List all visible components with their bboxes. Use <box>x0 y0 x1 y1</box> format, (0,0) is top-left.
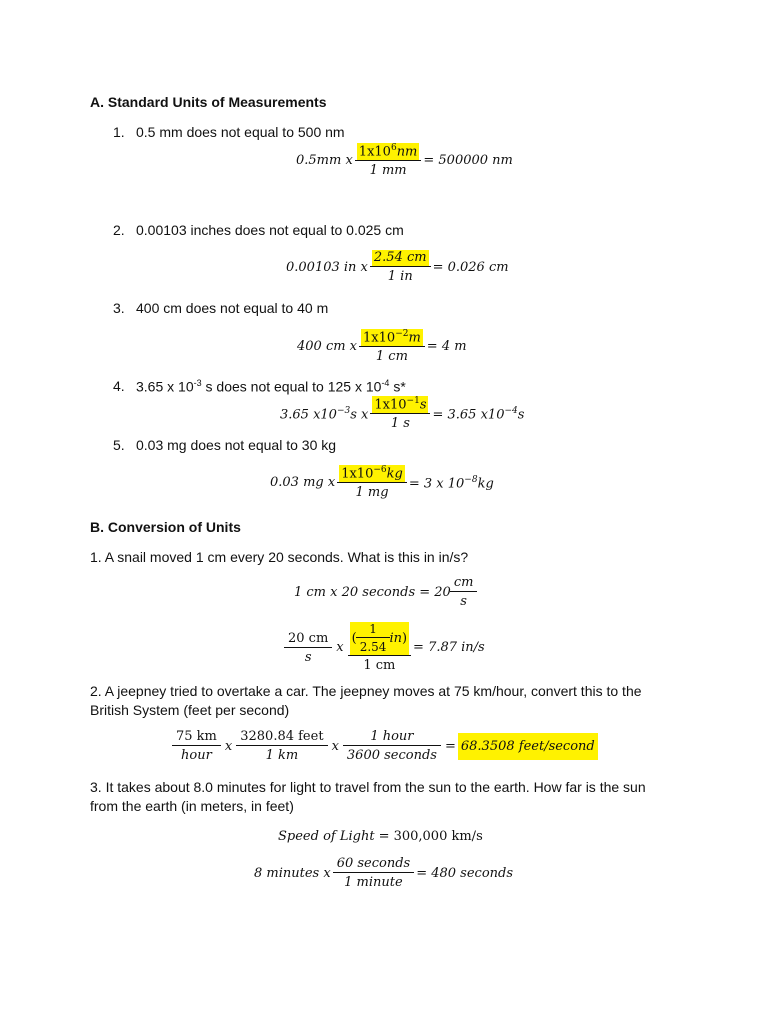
fraction-numerator: 1 hour <box>370 729 414 744</box>
fraction-denominator: s <box>450 591 478 609</box>
fraction <box>339 465 405 500</box>
fraction-denominator: 1 cm <box>359 346 425 364</box>
fraction-numerator: ( $\frac{1}{2.54}$ in ) <box>351 622 408 654</box>
fraction-denominator: 1 cm <box>348 655 411 673</box>
fraction <box>174 729 219 763</box>
question-3-line-2: from the earth (in meters, in feet) <box>90 798 294 814</box>
fraction <box>361 329 423 364</box>
equation-b2 <box>170 729 598 763</box>
list-number: 2. <box>113 222 125 238</box>
times-sign: x <box>336 640 344 655</box>
fraction <box>286 631 330 665</box>
times-sign: x <box>224 738 233 754</box>
fraction <box>345 729 439 763</box>
fraction <box>372 396 428 431</box>
fraction-numerator: $1x10^{-6}kg$ <box>341 465 403 482</box>
eq-lhs: 3.65 $x10^{-3}s$ x <box>280 405 369 422</box>
equation-b1-1 <box>294 575 479 609</box>
list-item-text: 0.5 mm does not equal to 500 nm <box>136 124 345 140</box>
fraction <box>350 622 409 673</box>
eq-rhs: = 3 x $10^{-8}kg$ <box>408 474 494 491</box>
fraction <box>238 729 325 763</box>
fraction-numerator: 60 seconds <box>336 856 411 871</box>
fraction-numerator: cm <box>453 575 474 590</box>
equation-4 <box>280 396 524 431</box>
fraction-numerator: $1x10^6nm$ <box>358 143 418 160</box>
question-3-line-1: 3. It takes about 8.0 minutes for light to travel from the sun to the earth. How far is the sun <box>90 779 646 795</box>
speed-of-light <box>278 829 483 844</box>
fraction-denominator: 1 minute <box>333 872 415 890</box>
list-item-text: 0.03 mg does not equal to 30 kg <box>136 437 337 453</box>
eq-rhs: = 480 seconds <box>416 865 514 881</box>
section-a-title: A. Standard Units of Measurements <box>90 94 327 110</box>
fraction-numerator: $1x10^{-2}m$ <box>363 329 421 346</box>
equation-3 <box>297 329 467 364</box>
fraction-denominator: 1 s <box>370 413 430 431</box>
fraction-numerator: 3280.84 feet <box>240 729 324 744</box>
equation-2 <box>286 250 509 284</box>
eq-rhs: = 4 m <box>426 339 467 355</box>
eq-rhs: = 3.65 $x10^{-4}s$ <box>432 405 525 422</box>
fraction-denominator: 1 km <box>236 745 327 763</box>
eq-rhs: = 0.026 cm <box>432 259 509 275</box>
eq-rhs: = 7.87 in/s <box>413 640 485 655</box>
fraction <box>335 856 413 890</box>
fraction <box>372 250 429 284</box>
fraction-denominator: s <box>284 647 332 665</box>
speed-value: = 300,000 km/s <box>378 829 483 844</box>
fraction-numerator: 2.54 cm <box>373 250 427 265</box>
eq-lhs: 1 cm x 20 seconds = 20 <box>294 584 451 600</box>
list-item-text: 3.65 x $10^{-3}$ s does not equal to 125 x $10^{-4}$ s* <box>136 378 406 395</box>
fraction <box>357 143 420 178</box>
fraction <box>452 575 476 609</box>
list-item-text: 0.00103 inches does not equal to 0.025 cm <box>136 222 404 238</box>
question-2-line-2: British System (feet per second) <box>90 702 290 718</box>
eq-lhs: 8 minutes x <box>254 865 331 881</box>
result-highlight: 68.3508 feet/second <box>458 733 598 760</box>
speed-label: Speed of Light <box>278 829 375 844</box>
fraction-denominator: 1 in <box>370 266 431 284</box>
fraction-numerator: $1x10^{-1}s$ <box>374 396 427 413</box>
list-number: 4. <box>113 378 125 394</box>
fraction-denominator: 3600 seconds <box>343 745 441 763</box>
question-2-line-1: 2. A jeepney tried to overtake a car. The jeepney moves at 75 km/hour, convert this to the <box>90 683 642 699</box>
fraction-numerator: 20 cm <box>288 630 329 646</box>
list-item-text: 400 cm does not equal to 40 m <box>136 300 329 316</box>
fraction-denominator: 1 mg <box>337 482 407 500</box>
fraction-denominator: 1 mm <box>355 160 422 178</box>
equation-b3 <box>254 856 513 890</box>
times-sign: x <box>331 738 339 754</box>
eq-rhs: = 500000 nm <box>423 153 513 169</box>
equation-b1-2 <box>282 622 485 673</box>
eq-lhs: 400 cm x <box>297 339 358 355</box>
section-b-title: B. Conversion of Units <box>90 519 241 535</box>
question-1: 1. A snail moved 1 cm every 20 seconds. What is this in in/s? <box>90 549 469 565</box>
eq-lhs: 0.00103 in x <box>286 259 368 275</box>
eq-lhs: 0.03 mg x <box>270 475 336 491</box>
equation-1 <box>296 143 513 178</box>
list-number: 5. <box>113 437 125 453</box>
equals-sign: = <box>444 738 456 754</box>
equation-5 <box>270 465 494 500</box>
list-number: 1. <box>113 124 125 140</box>
list-number: 3. <box>113 300 125 316</box>
fraction-numerator: 75 km <box>176 729 217 744</box>
fraction-denominator: hour <box>172 745 221 763</box>
eq-lhs: 0.5mm x <box>296 153 353 169</box>
